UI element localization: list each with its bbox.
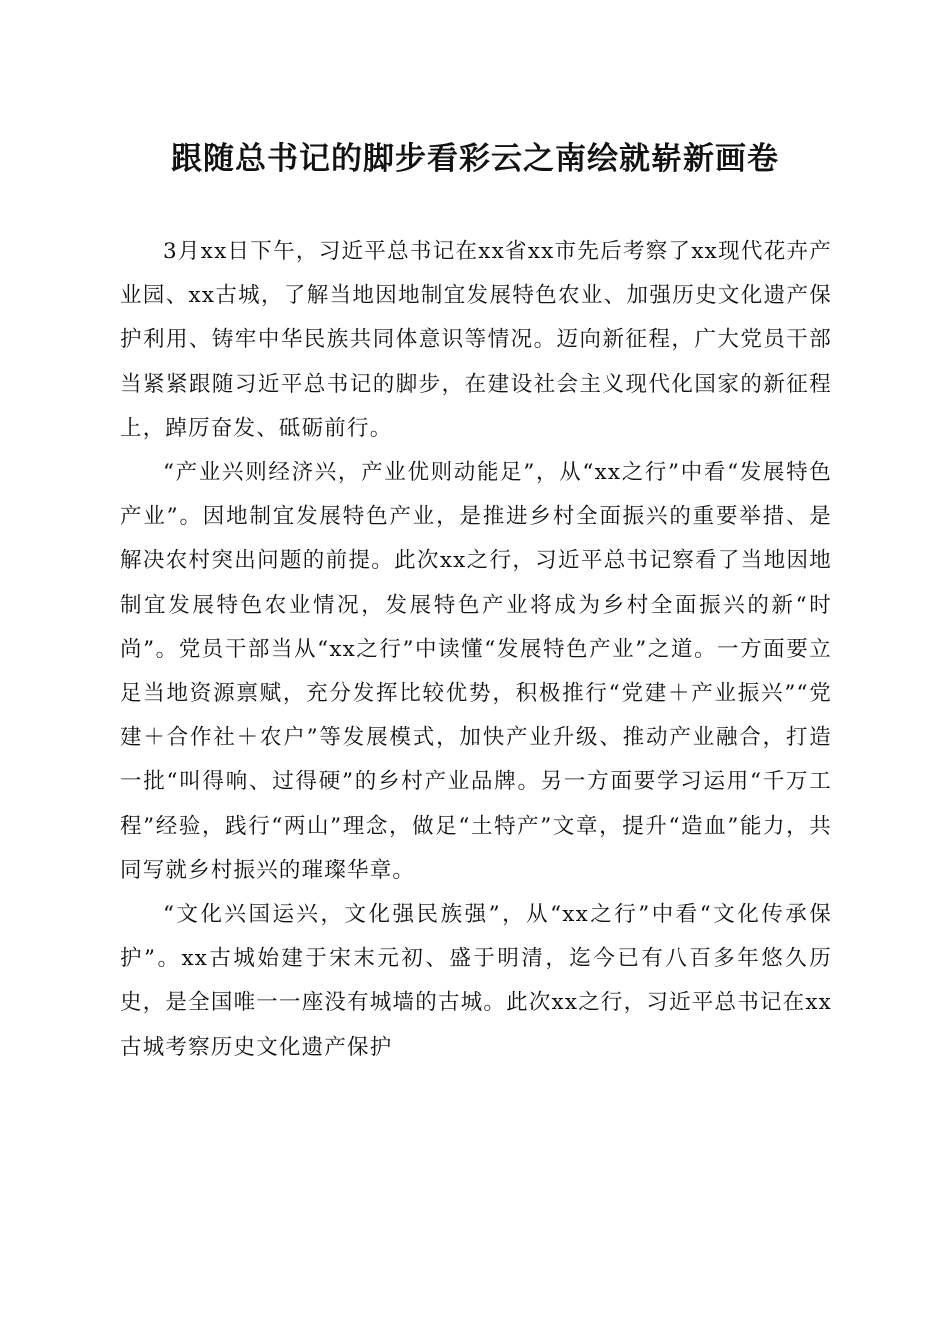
- document-body: [120, 230, 832, 1070]
- paragraph-1: 3月xx日下午，习近平总书记在xx省xx市先后考察了xx现代花卉产业园、xx古城，了解当地因地制宜发展特色农业、加强历史文化遗产保护利用、铸牢中华民族共同体意识等情况。迈向新征程，广大党员干部当紧紧跟随习近平总书记的脚步，在建设社会主义现代化国家的新征程上，踔厉奋发、砥砺前行。: [120, 239, 832, 441]
- paragraph-2: “产业兴则经济兴，产业优则动能足”，从“xx之行”中看“发展特色产业”。因地制宜发展特色产业，是推进乡村全面振兴的重要举措、是解决农村突出问题的前提。此次xx之行，习近平总书记察看了当地因地制宜发展特色农业情况，发展特色产业将成为乡村全面振兴的新“时尚”。党员干部当从“xx之行”中读懂“发展特色产业”之道。一方面要立足当地资源禀赋，充分发挥比较优势，积极推行“党建＋产业振兴”“党建＋合作社＋农户”等发展模式，加快产业升级、推动产业融合，打造一批“叫得响、过得硬”的乡村产业品牌。另一方面要学习运用“千万工程”经验，践行“两山”理念，做足“土特产”文章，提升“造血”能力，共同写就乡村振兴的璀璨华章。: [120, 460, 832, 883]
- document-title: 跟随总书记的脚步看彩云之南绘就崭新画卷: [171, 141, 779, 177]
- paragraph-3: “文化兴国运兴，文化强民族强”，从“xx之行”中看“文化传承保护”。xx古城始建于宋末元初、盛于明清，迄今已有八百多年悠久历史，是全国唯一一座没有城墙的古城。此次xx之行，习近平总书记在xx古城考察历史文化遗产保护: [120, 902, 832, 1060]
